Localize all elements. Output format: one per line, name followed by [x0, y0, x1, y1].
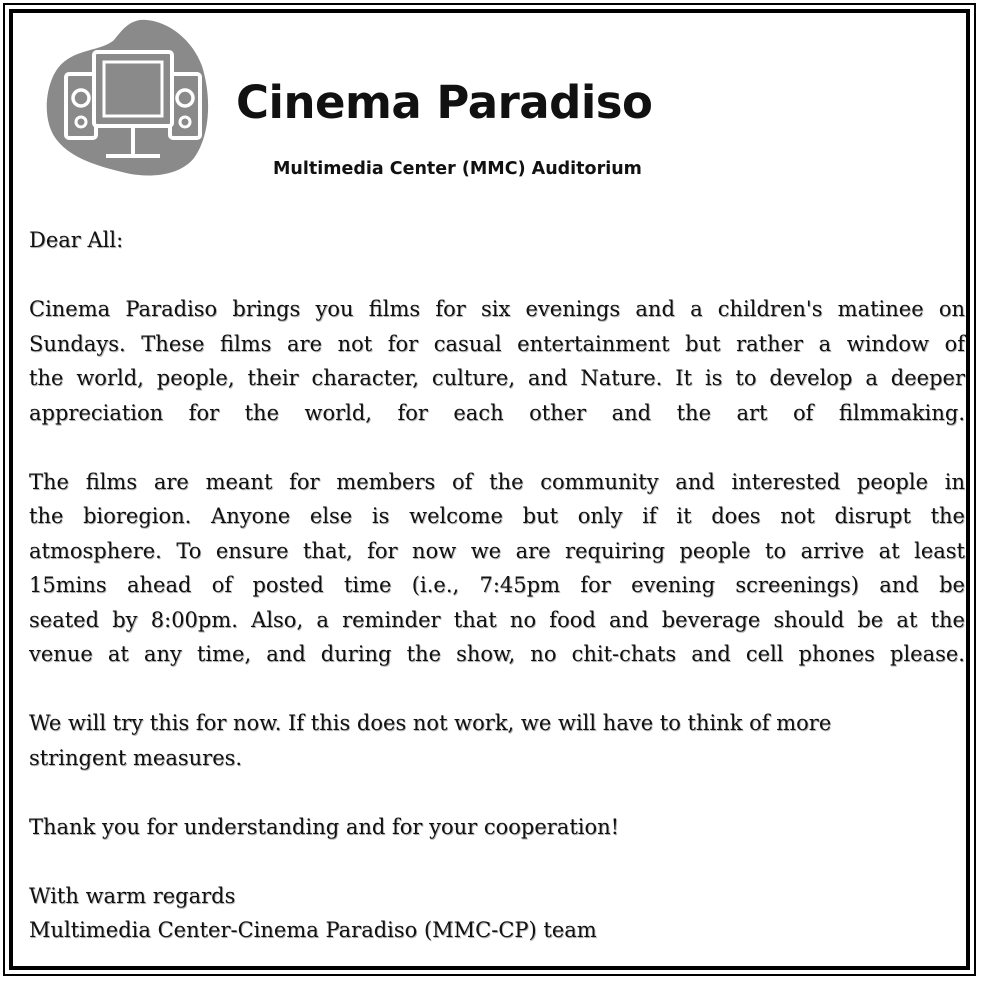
paragraph-thanks: Thank you for understanding and for your cooperation! [29, 814, 620, 839]
paragraph-line: the world, people, their character, culture, and Nature. It is to develop a deeper [29, 366, 965, 390]
paragraph-line: Cinema Paradiso brings you films for six evenings and a children's matinee on [29, 297, 965, 321]
paragraph-line: Sundays. These films are not for casual entertainment but rather a window of [29, 331, 965, 356]
paragraph-line: stringent measures. [29, 745, 243, 770]
paragraph-rules [29, 465, 965, 672]
closing [29, 879, 965, 948]
letter-body [29, 223, 965, 982]
paragraph-line: atmosphere. To ensure that, for now we are requiring people to arrive at least [29, 538, 965, 563]
paragraph-trial [29, 706, 965, 775]
paragraph-line: venue at any time, and during the show, no chit-chats and cell phones please. [29, 642, 965, 666]
paragraph-line: The films are meant for members of the community and interested people in [29, 469, 965, 494]
paragraph-line: the bioregion. Anyone else is welcome but only if it does not disrupt the [29, 504, 965, 528]
greeting: Dear All: [29, 228, 124, 252]
closing-line: With warm regards [29, 883, 236, 908]
paragraph-line: appreciation for the world, for each other and the art of filmmaking. [29, 400, 965, 425]
page-subtitle: Multimedia Center (MMC) Auditorium [273, 159, 642, 179]
paragraph-line: We will try this for now. If this does not work, we will have to think of more [29, 711, 832, 735]
cinema-screen-speakers-logo-icon [44, 18, 214, 183]
paragraph-line: seated by 8:00pm. Also, a reminder that no food and beverage should be at the [29, 607, 965, 632]
letterhead [44, 18, 684, 183]
signature: Multimedia Center-Cinema Paradiso (MMC-CP) team [29, 918, 597, 942]
page-title: Cinema Paradiso [236, 76, 653, 129]
paragraph-intro [29, 292, 965, 430]
paragraph-line: 15mins ahead of posted time (i.e., 7:45pm for evening screenings) and be [29, 573, 965, 597]
